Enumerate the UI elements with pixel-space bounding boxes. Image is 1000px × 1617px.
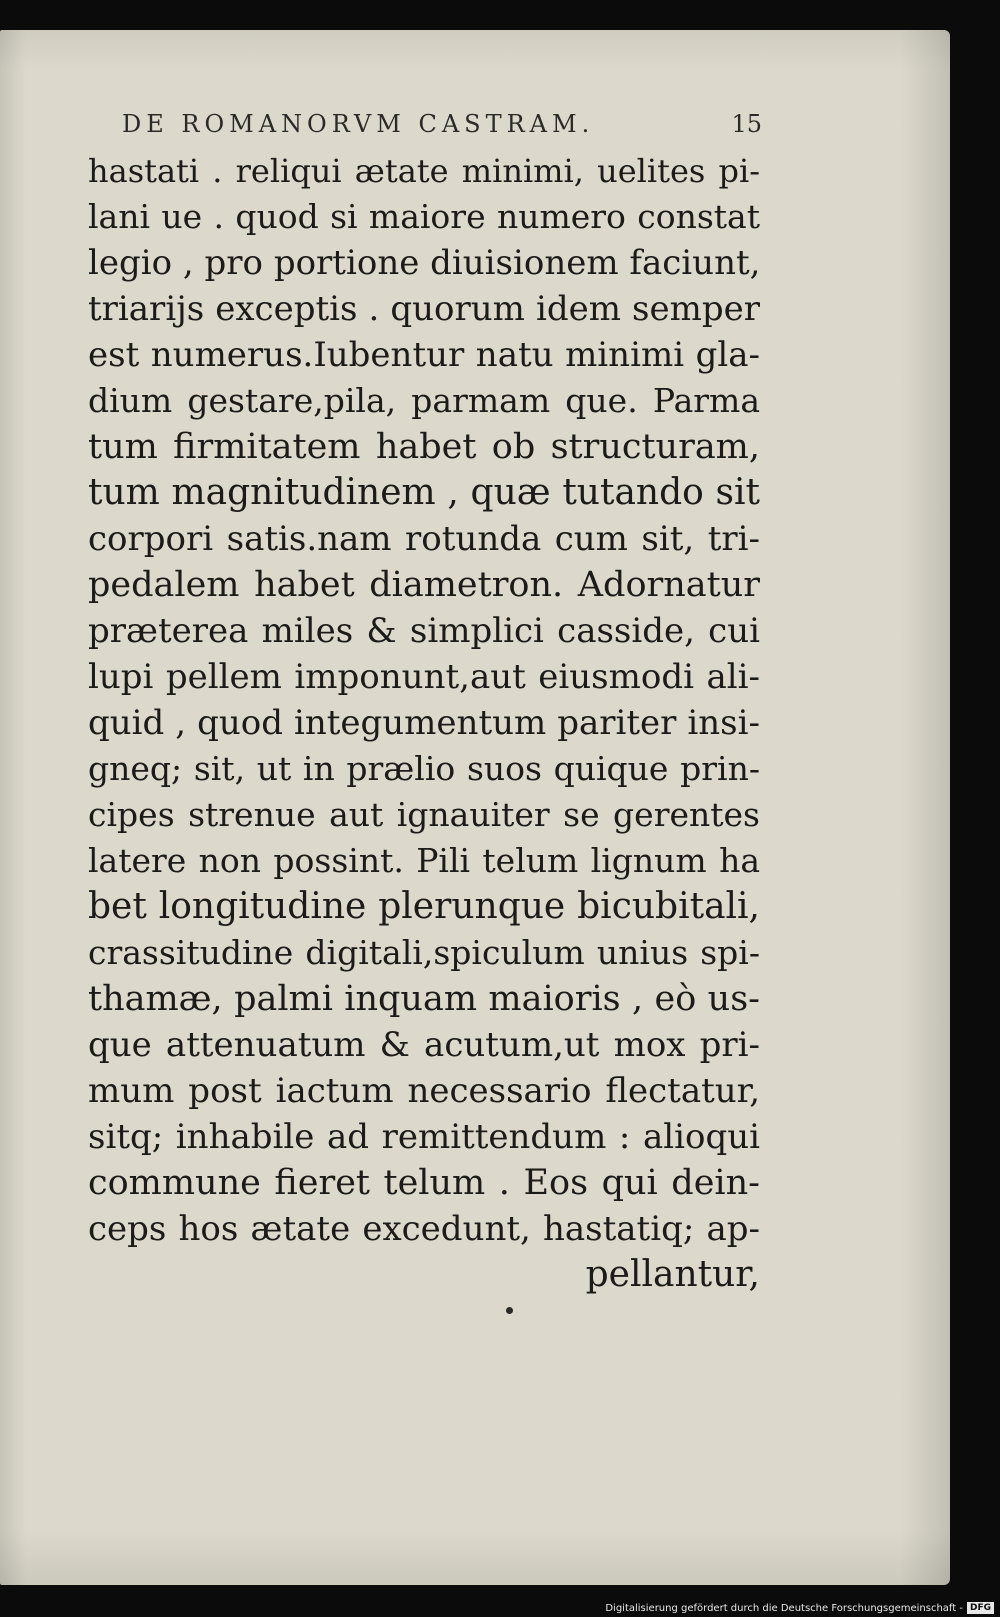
running-head xyxy=(122,110,762,138)
text-line: ceps hos ætate excedunt, hastatiq; ap- xyxy=(88,1209,760,1249)
text-line: hastati . reliqui ætate minimi, uelites pi- xyxy=(88,152,760,190)
text-line: que attenuatum & acutum,ut mox pri- xyxy=(88,1025,760,1065)
text-line: tum firmitatem habet ob structuram, xyxy=(88,427,760,467)
text-line: triarijs exceptis . quorum idem semper xyxy=(88,289,760,329)
text-line: legio , pro portione diuisionem faciunt, xyxy=(88,243,760,283)
text-line: quid , quod integumentum pariter insi- xyxy=(88,703,760,743)
text-line: thamæ, palmi inquam maioris , eò us- xyxy=(88,979,760,1019)
text-line: commune fieret telum . Eos qui dein- xyxy=(88,1163,760,1203)
text-line: gneq; sit, ut in prælio suos quique prin- xyxy=(88,749,760,788)
page-number: 15 xyxy=(731,110,762,138)
text-line: mum post iactum necessario flectatur, xyxy=(88,1071,760,1111)
text-line: crassitudine digitali,spiculum unius spi- xyxy=(88,933,760,972)
text-line: lani ue . quod si maiore numero constat xyxy=(88,197,760,236)
running-head-title: DE ROMANORVM CASTRAM. xyxy=(122,110,595,138)
body-text xyxy=(88,148,760,1298)
dfg-logo: DFG xyxy=(967,1602,994,1614)
footer-credit: Digitalisierung gefördert durch die Deutsche Forschungsgemeinschaft - xyxy=(605,1602,963,1614)
text-line: præterea miles & simplici casside, cui xyxy=(88,611,760,651)
catchword: pellantur, xyxy=(585,1254,760,1295)
text-line: pedalem habet diametron. Adornatur xyxy=(88,565,760,605)
text-line: cipes strenue aut ignauiter se gerentes xyxy=(88,795,760,834)
digitization-footer xyxy=(605,1602,994,1614)
signature-mark xyxy=(506,1307,513,1314)
text-line: sitq; inhabile ad remittendum : alioqui xyxy=(88,1117,760,1157)
book-page xyxy=(0,30,950,1585)
text-line: dium gestare,pila, parmam que. Parma xyxy=(88,381,760,420)
text-line: latere non possint. Pili telum lignum ha xyxy=(88,841,760,880)
text-line: bet longitudine plerunque bicubitali, xyxy=(88,886,760,927)
text-line: corpori satis.nam rotunda cum sit, tri- xyxy=(88,519,760,559)
text-line: lupi pellem imponunt,aut eiusmodi ali- xyxy=(88,657,760,697)
text-line: tum magnitudinem , quæ tutando sit xyxy=(88,472,760,513)
text-line: est numerus.Iubentur natu minimi gla- xyxy=(88,335,760,375)
